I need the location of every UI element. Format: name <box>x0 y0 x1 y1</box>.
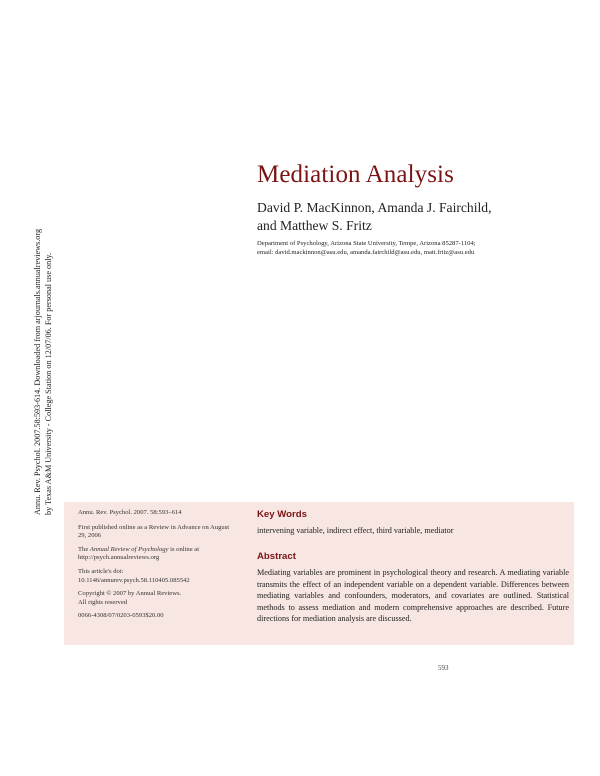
affiliation: Department of Psychology, Arizona State University, Tempe, Arizona 85287-1104; <box>257 240 476 247</box>
keywords-text: intervening variable, indirect effect, third variable, mediator <box>257 526 454 535</box>
author-list <box>257 199 577 235</box>
download-stamp <box>32 229 54 515</box>
issn: 0066-4308/07/0203-0593$20.00 <box>78 612 164 620</box>
online-availability <box>78 546 238 563</box>
online-prefix: The <box>78 545 90 553</box>
first-published: First published online as a Review in Advance on August 29, 2006 <box>78 523 230 540</box>
abstract-text: Mediating variables are prominent in psychological theory and research. A mediating variable transmits the effect of an independent variable on a dependent variable. Differences between mediating variables and confounders, moderators, and covariates are outlined. Statistical methods to assess mediation and modern comprehensive approaches are described. Future directions for mediation analysis are discussed. <box>257 568 569 624</box>
journal-reference: Annu. Rev. Psychol. 2007. 58:593–614 <box>78 509 182 516</box>
download-stamp-line-2: by Texas A&M University - College Station on 12/07/06. For personal use only. <box>44 252 53 515</box>
doi-label: This article's doi: <box>78 567 124 575</box>
doi-value: 10.1146/annurev.psych.58.110405.085542 <box>78 576 190 584</box>
online-suffix: is online at http://psych.annualreviews.org <box>78 545 200 562</box>
authors-line-1: David P. MacKinnon, Amanda J. Fairchild, <box>257 200 492 215</box>
rights: All rights reserved <box>78 598 128 606</box>
affiliation-block <box>257 239 547 257</box>
article-title: Mediation Analysis <box>257 161 454 188</box>
keywords-heading: Key Words <box>257 509 307 520</box>
doi-block <box>78 568 238 585</box>
page-number: 593 <box>438 664 449 672</box>
abstract-heading: Abstract <box>257 551 296 562</box>
download-stamp-line-1: Annu. Rev. Psychol. 2007.58:593-614. Downloaded from arjournals.annualreviews.org <box>33 228 42 515</box>
authors-line-2: and Matthew S. Fritz <box>257 218 372 233</box>
copyright: Copyright © 2007 by Annual Reviews. <box>78 590 182 598</box>
publication-metadata <box>78 509 238 626</box>
copyright-block <box>78 590 238 607</box>
keywords-abstract-column <box>257 509 569 625</box>
journal-name: Annual Review of Psychology <box>89 545 169 553</box>
author-emails: email: david.mackinnon@asu.edu, amanda.fairchild@asu.edu, matt.fritz@asu.edu <box>257 249 475 256</box>
